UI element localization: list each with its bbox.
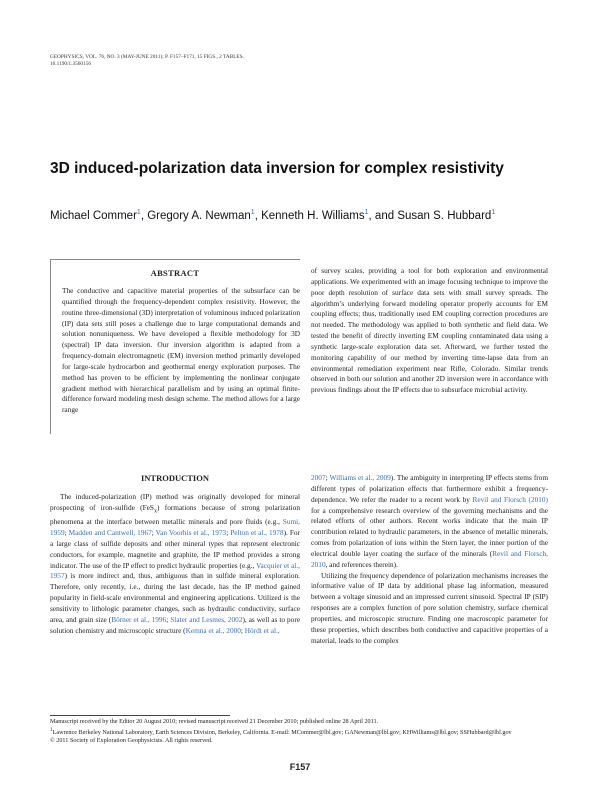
journal-citation: GEOPHYSICS, VOL. 76, NO. 3 (MAY-JUNE 2011); P. F157–F171, 15 FIGS., 2 TABLES.	[50, 54, 244, 60]
introduction-heading: INTRODUCTION	[140, 473, 209, 483]
citation-link[interactable]: Revil and Florsch, 2010	[311, 548, 548, 569]
manuscript-dates: Manuscript received by the Editor 20 August 2010; revised manuscript received 21 December 2010; published online 28 April 2011.	[50, 718, 379, 725]
affiliation-mark[interactable]: 1	[491, 209, 496, 216]
citation-link[interactable]: Börner et al., 1996	[111, 614, 167, 624]
citation-link[interactable]: Van Voorhis et al., 1973	[155, 527, 227, 537]
affiliation-mark[interactable]: 1	[250, 209, 255, 216]
citation-link[interactable]: Madden and Cantwell, 1967	[68, 527, 152, 537]
introduction-right-column: 2007; Williams et al., 2009). The ambiguity in interpreting IP effects stems from different types of polarization effects that furthermore exhibit a frequency-dependence. We refer the reader to a recent work by Revil and Florsch (2010) for a comprehensive research overview of the governing mechanisms and the related efforts of other authors. Recent works indicate that the main IP contribution related to hydraulic parameters, in the absence of metallic minerals, comes from polarization of ions within the Stern layer, the inner portion of the electrical double layer coating the surface of the minerals (Revil and Florsch, 2010, and references therein). Utilizing the frequency dependence of polarization mechanisms increases the informative value of IP data by additional phase lag information, measured between a voltage sinusoid and an impressed current sinusoid. Spectral IP (SIP) responses are a complex function of pore solution chemistry, surface chemical properties, and microscopic structure. Finding one macroscopic parameter for these properties, which describes both conductive and capacitive properties of a material, leads to the complex	[311, 473, 548, 645]
abstract-heading: ABSTRACT	[150, 268, 200, 278]
paper-title: 3D induced-polarization data inversion for complex resistivity	[50, 160, 504, 177]
footnote-divider	[50, 715, 230, 716]
author-name: Gregory A. Newman	[147, 209, 251, 222]
citation-link[interactable]: Kemna et al., 2000	[185, 625, 241, 635]
citation-link[interactable]: Pelton et al., 1978	[230, 527, 284, 537]
affiliation-mark[interactable]: 1	[364, 209, 369, 216]
copyright: © 2011 Society of Exploration Geophysicists. All rights reserved.	[50, 737, 213, 745]
page-number: F157	[289, 762, 311, 772]
citation-link[interactable]: Williams et al., 2009	[329, 473, 391, 482]
author-name: Michael Commer	[50, 209, 137, 222]
affiliation: $^1$Lawrence Berkeley National Laboratory, Earth Sciences Division, Berkeley, California. E-mail: MCommer@lbl.gov; GANewman@lbl.gov; KHWilliams@lbl.gov; SSHubbard@lbl.gov	[50, 727, 512, 737]
introduction-paragraph: Utilizing the frequency dependence of polarization mechanisms increases the informative value of IP data by additional phase lag information, measured between a voltage sinusoid and an impressed current sinusoid. Spectral IP (SIP) responses are a complex function of pore solution chemistry, surface chemical properties, and microscopic structure. Finding one macroscopic parameter for these properties, which describes both conductive and capacitive properties of a material, leads to the complex	[311, 570, 548, 645]
citation-link[interactable]: Vacquier et al., 1957	[50, 560, 300, 581]
citation-link[interactable]: 2007	[311, 473, 326, 482]
introduction-left-column: The induced-polarization (IP) method was originally developed for mineral prospecting of iron-sulfide (FeS$_x$) formations because of strong polarization phenomena at the interface between metallic minerals and pore fluids (e.g., Sumi, 1959; Madden and Cantwell, 1967; Van Voorhis et al., 1973; Pelton et al., 1978). For a large class of sulfide deposits and other mineral types that represent electronic conductors, for example, magnetite and graphite, the IP method provides a strong indicator. The use of the IP effect to predict hydraulic properties (e.g., Vacquier et al., 1957) is more indirect and, thus, ambiguous than in sulfide mineral exploration. Therefore, only recently, i.e., during the last decade, has the IP method gained popularity in field-scale environmental and engineering applications. Utilized is the sensitivity to lithologic parameter changes, such as hydraulic conductivity, surface area, and grain size (Börner et al., 1996; Slater and Lesmes, 2002), as well as to pore solution chemistry and microscopic structure (Kemna et al., 2000; Hördt et al.,	[50, 492, 300, 635]
author-list: Michael Commer$^1$, Gregory A. Newman$^1$, Kenneth H. Williams$^1$, and Susan S. Hubbard$^1$	[50, 209, 496, 222]
footnotes	[50, 718, 548, 746]
journal-header	[50, 54, 244, 68]
abstract-text-right: of survey scales, providing a tool for both exploration and environmental applications. We experimented with an image focusing technique to improve the poor depth resolution of surface data sets with small survey spreads. The algorithm’s underlying forward modeling operator properly accounts for EM coupling effects; thus, traditionally used EM coupling correction procedures are not needed. The methodology was applied to both synthetic and field data. We tested the benefit of directly inverting EM coupling contaminated data using a synthetic large-scale exploration data set. Afterward, we further tested the monitoring capability of our method by inverting time-lapse data from an environmental remediation experiment near Rifle, Colorado. Similar trends observed in both our solution and another 2D inversion were in accordance with previous findings about the IP effects due to subsurface microbial activity.	[311, 266, 548, 395]
author-name: Susan S. Hubbard	[397, 209, 492, 222]
citation-link[interactable]: Revil and Florsch (2010)	[472, 494, 548, 504]
citation-link[interactable]: Hördt et al.,	[244, 625, 280, 635]
author-name: Kenneth H. Williams	[261, 209, 365, 222]
affiliation-mark[interactable]: 1	[136, 209, 141, 216]
citation-link[interactable]: Slater and Lesmes, 2002	[170, 614, 243, 624]
doi: 10.1190/1.3560156	[50, 61, 92, 67]
citation-link[interactable]: Sumi, 1959	[50, 517, 300, 537]
abstract-text-left: The conductive and capacitive material properties of the subsurface can be quantified through the frequency-dependent complex resistivity. However, the routine three-dimensional (3D) interpretation of voluminous induced polarization (IP) data sets still poses a challenge due to large computational demands and solution nonuniqueness. We have developed a flexible methodology for 3D (spectral) IP data inversion. Our inversion algorithm is adapted from a frequency-domain electromagnetic (EM) inversion method primarily developed for large-scale hydrocarbon and geothermal energy exploration purposes. The method has proven to be efficient by implementing the nonlinear conjugate gradient method with hierarchical parallelism and by using an optimal finite-difference forward modeling mesh design scheme. The method allows for a large range	[62, 286, 300, 415]
